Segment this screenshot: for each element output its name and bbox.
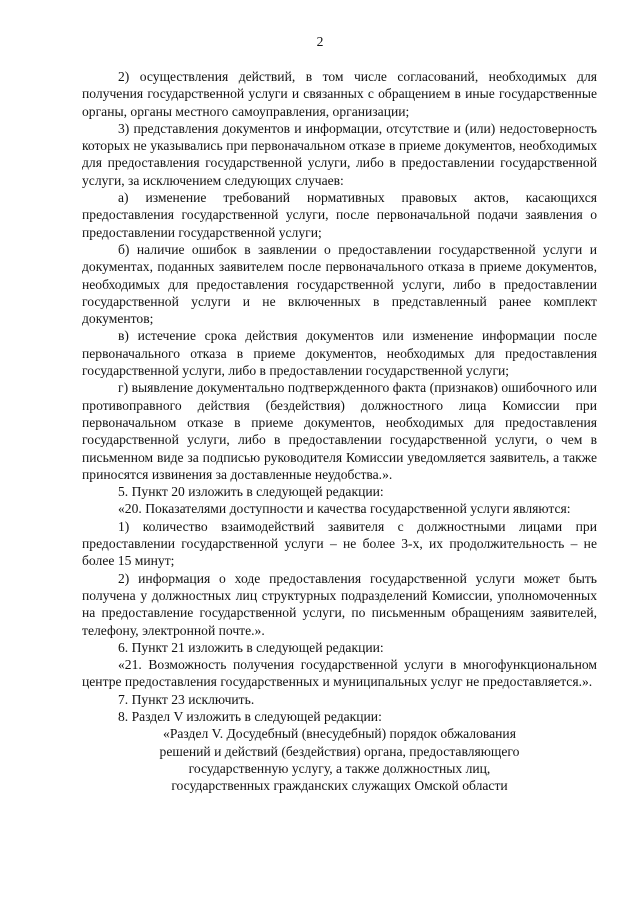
paragraph: 3) представления документов и информации, отсутствие и (или) недостоверность которых не указывались при первоначальном отказе в приеме документов, необходимых для предоставления государственной услуги, либо в предоставлении государственной услуги, за исключением следующих случаев: xyxy=(82,120,597,188)
section-heading xyxy=(82,725,597,794)
paragraph: в) истечение срока действия документов или изменение информации после первоначального отказа в приеме документов, необходимых для предоставления государственной услуги, либо в предоставлении государственной услуги; xyxy=(82,328,597,379)
heading-line: государственную услугу, а также должностных лиц, xyxy=(188,760,491,776)
paragraph: 8. Раздел V изложить в следующей редакции: xyxy=(118,708,382,724)
heading-line: государственных гражданских служащих Омской области xyxy=(171,778,508,794)
paragraph: 2) осуществления действий, в том числе согласований, необходимых для получения государственной услуги и связанных с обращением в иные государственные органы, органы местного самоуправления, организации; xyxy=(82,69,597,119)
paragraph: 5. Пункт 20 изложить в следующей редакции: xyxy=(118,484,384,500)
paragraph: 6. Пункт 21 изложить в следующей редакции: xyxy=(118,639,384,655)
paragraph: а) изменение требований нормативных правовых актов, касающихся предоставления государственной услуги, после первоначальной подачи заявления о предоставлении государственной услуги; xyxy=(82,190,597,240)
page-number: 2 xyxy=(316,34,324,49)
paragraph: 2) информация о ходе предоставления государственной услуги может быть получена у должностных лиц структурных подразделений Комиссии, уполномоченных на предоставление государственной услуги, по письменным обращениям заявителей, телефону, электронной почте.». xyxy=(82,570,597,638)
document-body xyxy=(82,68,597,794)
paragraph: 7. Пункт 23 исключить. xyxy=(118,691,255,707)
paragraph: б) наличие ошибок в заявлении о предоставлении государственной услуги и документах, поданных заявителем после первоначального отказа в приеме документов, необходимых для предоставления государственной услуги, либо в предоставлении государственной услуги и не включенных в представленный ранее комплект документов; xyxy=(82,241,597,327)
paragraph: «20. Показателями доступности и качества государственной услуги являются: xyxy=(118,501,571,517)
heading-line: «Раздел V. Досудебный (внесудебный) порядок обжалования xyxy=(163,726,516,742)
heading-line: решений и действий (бездействия) органа, предоставляющего xyxy=(159,743,520,759)
paragraph: «21. Возможность получения государственной услуги в многофункциональном центре предоставления государственных и муниципальных услуг не предоставляется.». xyxy=(82,657,597,690)
paragraph: 1) количество взаимодействий заявителя с должностными лицами при предоставлении государственной услуги – не более 3-х, их продолжительность – не более 15 минут; xyxy=(82,518,597,569)
paragraph: г) выявление документально подтвержденного факта (признаков) ошибочного или противоправного действия (бездействия) должностного лица Комиссии при первоначальном отказе в приеме документов, необходимых для предоставления государственной услуги, либо в предоставлении государственной услуги, о чем в письменном виде за подписью руководителя Комиссии уведомляется заявитель, а также приносятся извинения за доставленные неудобства.». xyxy=(82,380,597,482)
